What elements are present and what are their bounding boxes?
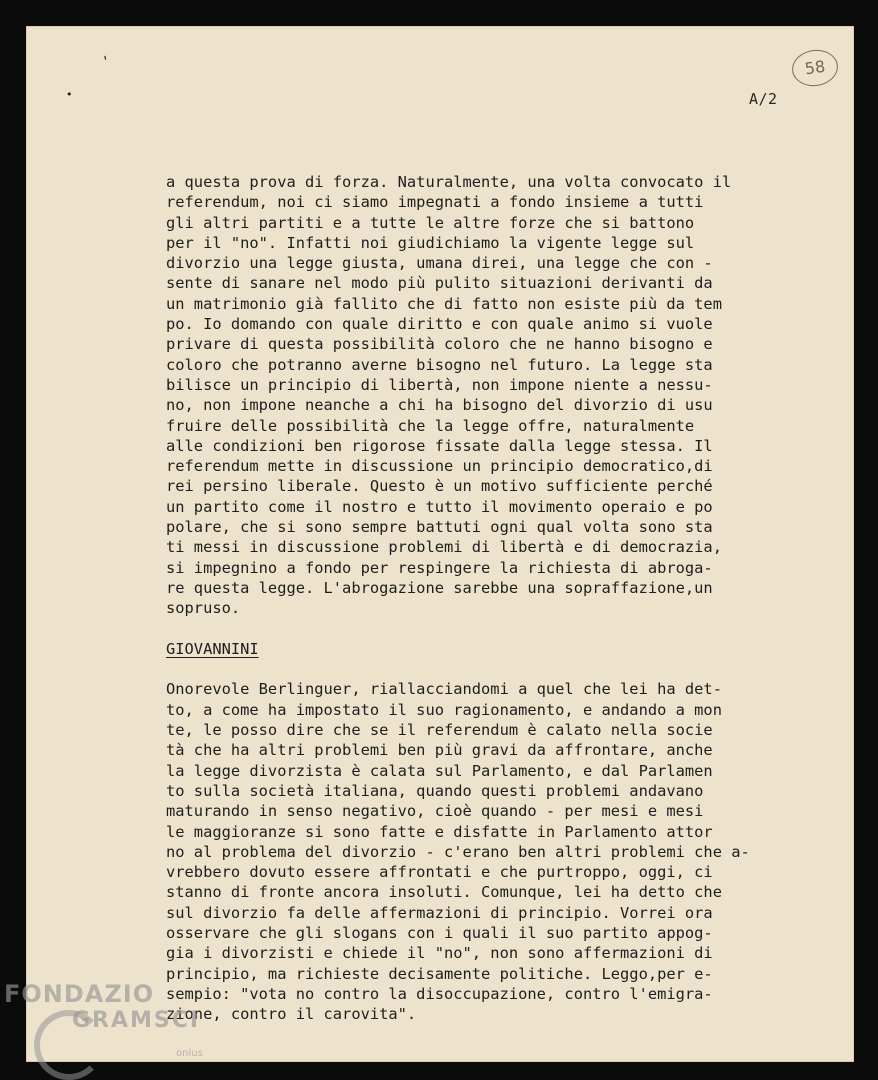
text-line: polare, che si sono sempre battuti ogni qual volta sono sta [166,518,713,537]
text-line: zione, contro il carovita". [166,1005,417,1024]
text-line: no al problema del divorzio - c'erano ben altri problemi che a- [166,842,750,861]
text-line: coloro che potranno averne bisogno nel futuro. La legge sta [166,355,713,374]
text-line: sul divorzio fa delle affermazioni di principio. Vorrei ora [166,903,713,922]
text-line: a questa prova di forza. Naturalmente, una volta convocato il [166,173,732,191]
text-line: un partito come il nostro e tutto il movimento operaio e po [166,497,713,516]
text-line: re questa legge. L'abrogazione sarebbe una sopraffazione,un [166,578,713,597]
text-line: un matrimonio già fallito che di fatto non esiste più da tem [166,294,722,313]
text-line: sopruso. [166,599,241,618]
text-line: maturando in senso negativo, cioè quando - per mesi e mesi [166,802,704,821]
watermark-suffix: onlus [176,1048,203,1059]
text-line: principio, ma richieste decisamente politiche. Leggo,per e- [166,964,713,983]
text-line: ti messi in discussione problemi di libertà e di democrazia, [166,538,722,557]
text-line: Onorevole Berlinguer, riallacciandomi a quel che lei ha det- [166,680,722,699]
ink-mark: ' [102,53,110,71]
ink-dot: • [66,88,73,101]
text-line: la legge divorzista è calata sul Parlamento, e dal Parlamen [166,761,713,780]
archive-stamp-number: 58 [790,47,841,89]
paragraph-gap [166,619,786,639]
text-line: po. Io domando con quale diritto e con quale animo si vuole [166,315,713,334]
text-line: gia i divorzisti e chiede il "no", non sono affermazioni di [166,944,713,963]
text-line: rei persino liberale. Questo è un motivo sufficiente perché [166,477,713,496]
text-line: le maggioranze si sono fatte e disfatte in Parlamento attor [166,822,713,841]
watermark-logo-ring [34,1010,104,1080]
text-line: stanno di fronte ancora insoluti. Comunque, lei ha detto che [166,883,722,902]
text-line: privare di questa possibilità coloro che ne hanno bisogno e [166,335,713,354]
text-line: to sulla società italiana, quando questi problemi andavano [166,781,704,800]
text-line: te, le posso dire che se il referendum è calato nella socie [166,721,713,740]
text-line: gli altri partiti e a tutte le altre forze che si battono [166,213,695,232]
typewritten-text [166,172,786,1024]
speaker-heading: GIOVANNINI [166,639,259,658]
text-line: to, a come ha impostato il suo ragionamento, e andando a mon [166,700,722,719]
paragraph-gap [166,659,786,679]
text-line: referendum mette in discussione un principio democratico,di [166,457,713,476]
text-line: sempio: "vota no contro la disoccupazione, contro l'emigra- [166,984,713,1003]
paragraph-2 [166,679,786,1024]
page-number: A/2 [749,90,778,108]
text-line: osservare che gli slogans con i quali il suo partito appog- [166,923,713,942]
watermark-line-2: GRAMSCI [72,1008,201,1033]
text-line: divorzio una legge giusta, umana direi, una legge che con - [166,254,713,273]
text-line: fruire delle possibilità che la legge offre, naturalmente [166,416,695,435]
text-line: per il "no". Infatti noi giudichiamo la vigente legge sul [166,233,695,252]
text-line: no, non impone neanche a chi ha bisogno del divorzio di usu [166,396,713,415]
text-line: si impegnino a fondo per respingere la richiesta di abroga- [166,558,713,577]
paragraph-1 [166,172,786,619]
text-line: sente di sanare nel modo più pulito situazioni derivanti da [166,274,713,293]
document-page [26,26,854,1062]
text-line: vrebbero dovuto essere affrontati e che purtroppo, oggi, ci [166,863,713,882]
text-line: alle condizioni ben rigorose fissate dalla legge stessa. Il [166,436,713,455]
text-line: referendum, noi ci siamo impegnati a fondo insieme a tutti [166,193,704,212]
text-line: tà che ha altri problemi ben più gravi da affrontare, anche [166,741,713,760]
text-line: bilisce un principio di libertà, non impone niente a nessu- [166,375,713,394]
watermark-line-1: FONDAZIO [4,980,155,1008]
